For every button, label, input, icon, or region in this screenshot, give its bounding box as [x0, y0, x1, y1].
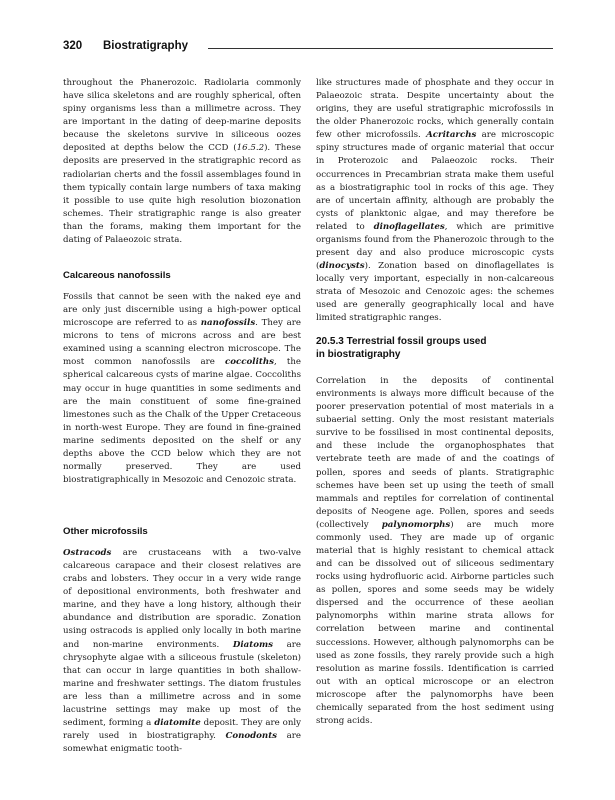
- term-dinoflagellates: dinoflagellates: [373, 221, 445, 232]
- left-column: [63, 77, 301, 756]
- term-diatoms: Diatoms: [232, 639, 273, 650]
- term-palynomorphs: palynomorphs: [381, 519, 451, 530]
- section-heading-terrestrial-fossils: 20.5.3 Terrestrial fossil groups used in biostratigraphy: [316, 336, 487, 360]
- heading-calcareous-nanofossils: Calcareous nanofossils: [63, 270, 171, 281]
- term-coccoliths: coccoliths: [225, 357, 274, 368]
- section-reference: 16.5.2: [236, 143, 265, 154]
- chapter-title: Biostratigraphy: [103, 40, 188, 52]
- paragraph-nanofossils: Fossils that cannot be seen with the naked eye and are only just discernible using a high-power optical microscope are referred to as nanofossils. They are microns to tens of microns across and are best examined using a scanning electron microscope. The most common nanofossils are coccoliths, the spherical calcareous cysts of marine algae. Coccoliths may occur in huge quantities in some sediments and are the main constituent of some fine-grained limestones such as the Chalk of the Upper Cretaceous in north-west Europe. They are found in fine-grained marine sediments deposited on the shelf or any depths above the CCD below which they are not normally preserved. They are used biostratigraphically in Mesozoic and Cenozoic strata.: [63, 292, 301, 486]
- page-number: 320: [63, 40, 83, 52]
- term-acritarchs: Acritarchs: [426, 130, 477, 141]
- term-dinocysts: dinocysts: [319, 261, 365, 272]
- heading-other-microfossils: Other microfossils: [63, 526, 148, 537]
- header-rule: [208, 48, 553, 49]
- paragraph-acritarchs-dinoflagellates: like structures made of phosphate and they occur in Palaeozoic strata. Despite uncertainty about the origins, they are useful stratigraphic microfossils in the older Phanerozoic rocks, which generally contain few other microfossils. Acritarchs are microscopic spiny structures made of organic material that occur in Proterozoic and Palaeozoic rocks. Their occurrences in Precambrian strata make them useful as a biostratigraphic tool in rocks of this age. They are of uncertain affinity, although are probably the cysts of planktonic algae, and may therefore be related to dinoflagellates, which are primitive organisms found from the Phanerozoic through to the present day and also produce microscopic cysts (dinocysts). Zonation based on dinoflagellates is locally very important, especially in non-calcareous strata of Mesozoic and Cenozoic ages: the schemes used are generally geographically local and have limited stratigraphic ranges.: [316, 78, 554, 324]
- paragraph-terrestrial-fossils: Correlation in the deposits of continental environments is always more difficult because of the poorer preservation potential of most materials in a subaerial setting. Only the most resistant materials survive to be fossilised in most continental deposits, and these include the organophosphates that vertebrate teeth are made of and the coatings of pollen, spores and seeds of plants. Stratigraphic schemes have been set up using the teeth of small mammals and reptiles for correlation of continental deposits of Neogene age. Pollen, spores and seeds (collectively palynomorphs) are much more commonly used. They are made up of organic material that is highly resistant to chemical attack and can be dissolved out of siliceous sedimentary rocks using hydrofluoric acid. Airborne particles such as pollen, spores and some seeds may be widely dispersed and the occurrence of these aeolian palynomorphs within marine strata allows for correlation between marine and continental successions. However, although palynomorphs can be used as zone fossils, they rarely provide such a high resolution as marine fossils. Identification is carried out with an optical microscope or an electron microscope after the palynomorphs have been chemically separated from the host sediment using strong acids.: [316, 376, 554, 727]
- right-column: [316, 77, 554, 728]
- term-conodonts: Conodonts: [225, 731, 278, 742]
- paragraph-radiolaria: throughout the Phanerozoic. Radiolaria commonly have silica skeletons and are roughly spherical, often spiny organisms less than a millimetre across. They are important in the dating of deep-marine deposits because the skeletons survive in siliceous oozes deposited at depths below the CCD (16.5.2). These deposits are preserved in the stratigraphic record as radiolarian cherts and the fossil assemblages found in them typically contain large numbers of taxa making it possible to use quite high resolution biozonation schemes. Their stratigraphic range is also greater than the forams, making them important for the dating of Palaeozoic strata.: [63, 78, 301, 245]
- term-diatomite: diatomite: [154, 718, 201, 729]
- paragraph-other-microfossils: Ostracods are crustaceans with a two-valve calcareous carapace and their closest relatives are crabs and lobsters. They occur in a very wide range of depositional environments, both freshwater and marine, and they have a long history, although their abundance and distribution are sporadic. Zonation using ostracods is applied only locally in both marine and non-marine environments. Diatoms are chrysophyte algae with a siliceous frustule (skeleton) that can occur in large quantities in both shallow-marine and freshwater settings. The diatom frustules are less than a millimetre across and in some lacustrine settings may make up most of the sediment, forming a diatomite deposit. They are only rarely used in biostratigraphy. Conodonts are somewhat enigmatic tooth-: [63, 548, 302, 755]
- term-nanofossils: nanofossils: [200, 318, 256, 329]
- running-head: [63, 40, 553, 58]
- term-ostracods: Ostracods: [63, 548, 112, 558]
